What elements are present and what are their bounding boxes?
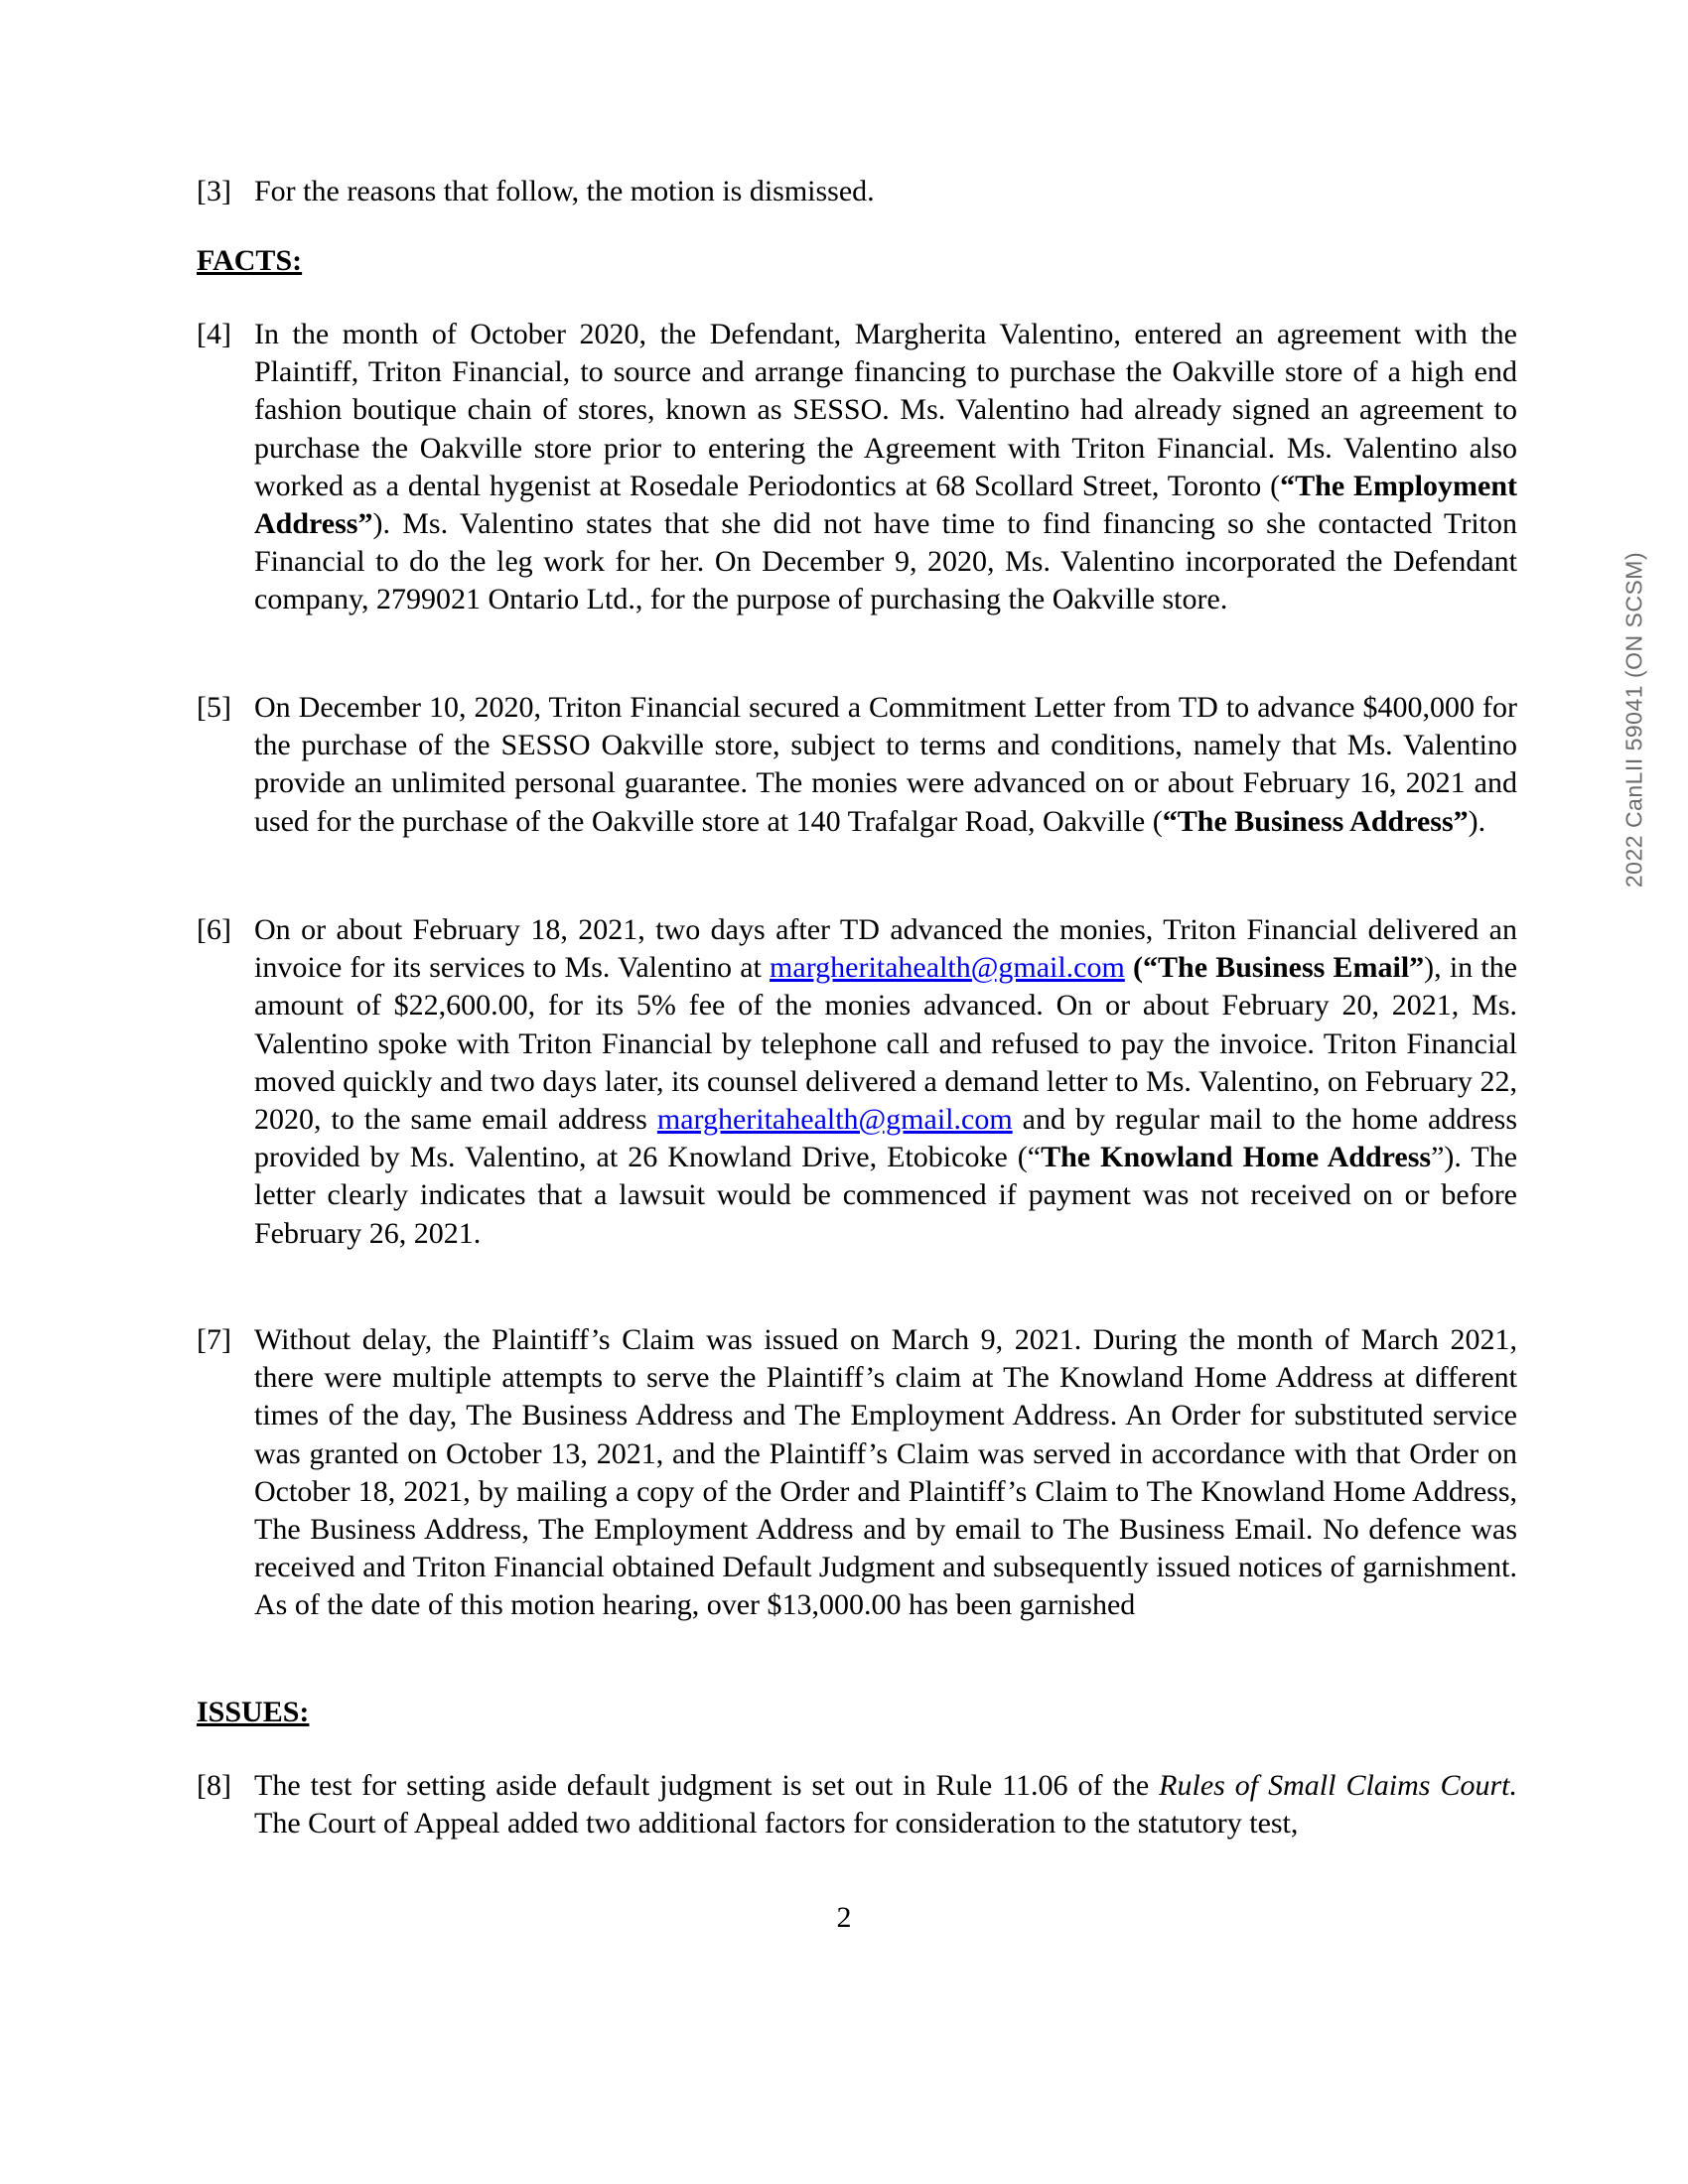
paragraph-number: [5] [197, 691, 231, 724]
text-run: ), in the amount of $22,600.00, for its 5% fee of the monies advanced. On or about February 20, 2021, Ms. Valentino spoke with Triton Financial by telephone call and refused to pay the invoice. Triton Financial moved quickly and two days later, its counsel delivered a demand letter to Ms. Valentino, on February 22, 2020, to the same email address [254, 951, 1518, 1137]
paragraph-number: [3] [197, 175, 231, 207]
paragraph-4 [197, 316, 1517, 619]
paragraph-number: [7] [197, 1323, 231, 1356]
defined-term-employment-address: “The Employment Address” [254, 469, 1517, 541]
text-run: In the month of October 2020, the Defendant, Margherita Valentino, entered an agreement with the Plaintiff, Triton Financial, to source and arrange financing to purchase the Oakville store of a high end fashion boutique chain of stores, known as SESSO. Ms. Valentino had already signed an agreement to purchase the Oakville store prior to entering the Agreement with Triton Financial. Ms. Valentino also worked as a dental hygenist at Rosedale Periodontics at 68 Scollard Street, Toronto ( [254, 318, 1517, 502]
text-run: and by regular mail to the home address provided by Ms. Valentino, at 26 Knowland Drive, Etobicoke (“ [254, 1103, 1517, 1174]
page-number: 2 [836, 1901, 852, 1934]
paragraph-8 [197, 1767, 1517, 1843]
paragraph-3 [197, 173, 1517, 210]
email-link[interactable]: margheritahealth@gmail.com [770, 951, 1125, 985]
citation-watermark: 2022 CanLII 59041 (ON SCSM) [1620, 551, 1647, 888]
issues-heading: ISSUES: [197, 1696, 310, 1728]
paragraph-5 [197, 689, 1517, 841]
text-run: The Court of Appeal added two additional factors for consideration to the statutory test, [254, 1807, 1299, 1841]
paragraph-text [254, 1767, 1517, 1843]
defined-term-business-email: (“The Business Email” [1133, 951, 1425, 985]
paragraph-text [254, 689, 1517, 841]
paragraph-7 [197, 1321, 1517, 1625]
paragraph-text: For the reasons that follow, the motion is dismissed. [254, 175, 875, 207]
paragraph-text [254, 911, 1517, 1253]
text-run [1125, 951, 1133, 984]
defined-term-business-address: “The Business Address” [1162, 804, 1469, 838]
text-run: ). Ms. Valentino states that she did not have time to find financing so she contacted Triton Financial to do the leg work for her. On December 9, 2020, Ms. Valentino incorporated the Defendant company, 2799021 Ontario Ltd., for the purpose of purchasing the Oakville store. [254, 507, 1517, 616]
facts-heading: FACTS: [197, 244, 303, 277]
paragraph-text: Without delay, the Plaintiff’s Claim was issued on March 9, 2021. During the month of March 2021, there were multiple attempts to serve the Plaintiff’s claim at The Knowland Home Address at different times of the day, The Business Address and The Employment Address. An Order for substituted service was granted on October 13, 2021, and the Plaintiff’s Claim was served in accordance with that Order on October 18, 2021, by mailing a copy of the Order and Plaintiff’s Claim to The Knowland Home Address, The Business Address, The Employment Address and by email to The Business Email. No defence was received and Triton Financial obtained Default Judgment and subsequently issued notices of garnishment. As of the date of this motion hearing, over $13,000.00 has been garnished [254, 1323, 1517, 1622]
text-run: On December 10, 2020, Triton Financial secured a Commitment Letter from TD to advance $400,000 for the purchase of the SESSO Oakville store, subject to terms and conditions, namely that Ms. Valentino provide an unlimited personal guarantee. The monies were advanced on or about February 16, 2021 and used for the purchase of the Oakville store at 140 Trafalgar Road, Oakville ( [254, 691, 1517, 838]
email-link[interactable]: margheritahealth@gmail.com [656, 1103, 1013, 1137]
text-run: The test for setting aside default judgment is set out in Rule 11.06 of the [254, 1769, 1160, 1802]
paragraph-6 [197, 911, 1517, 1253]
paragraph-number: [8] [197, 1769, 231, 1802]
defined-term-knowland-home-address: The Knowland Home Address [1041, 1141, 1432, 1174]
citation-rules-small-claims-court: Rules of Small Claims Court. [1159, 1769, 1517, 1802]
text-run: ”). The letter clearly indicates that a lawsuit would be commenced if payment was not received on or before February 26, 2021. [254, 1141, 1518, 1250]
text-run: ). [1468, 804, 1486, 838]
paragraph-number: [6] [197, 913, 231, 946]
paragraph-number: [4] [197, 318, 231, 350]
paragraph-text [254, 316, 1517, 619]
text-run: On or about February 18, 2021, two days after TD advanced the monies, Triton Financial delivered an invoice for its services to Ms. Valentino at [254, 913, 1517, 985]
